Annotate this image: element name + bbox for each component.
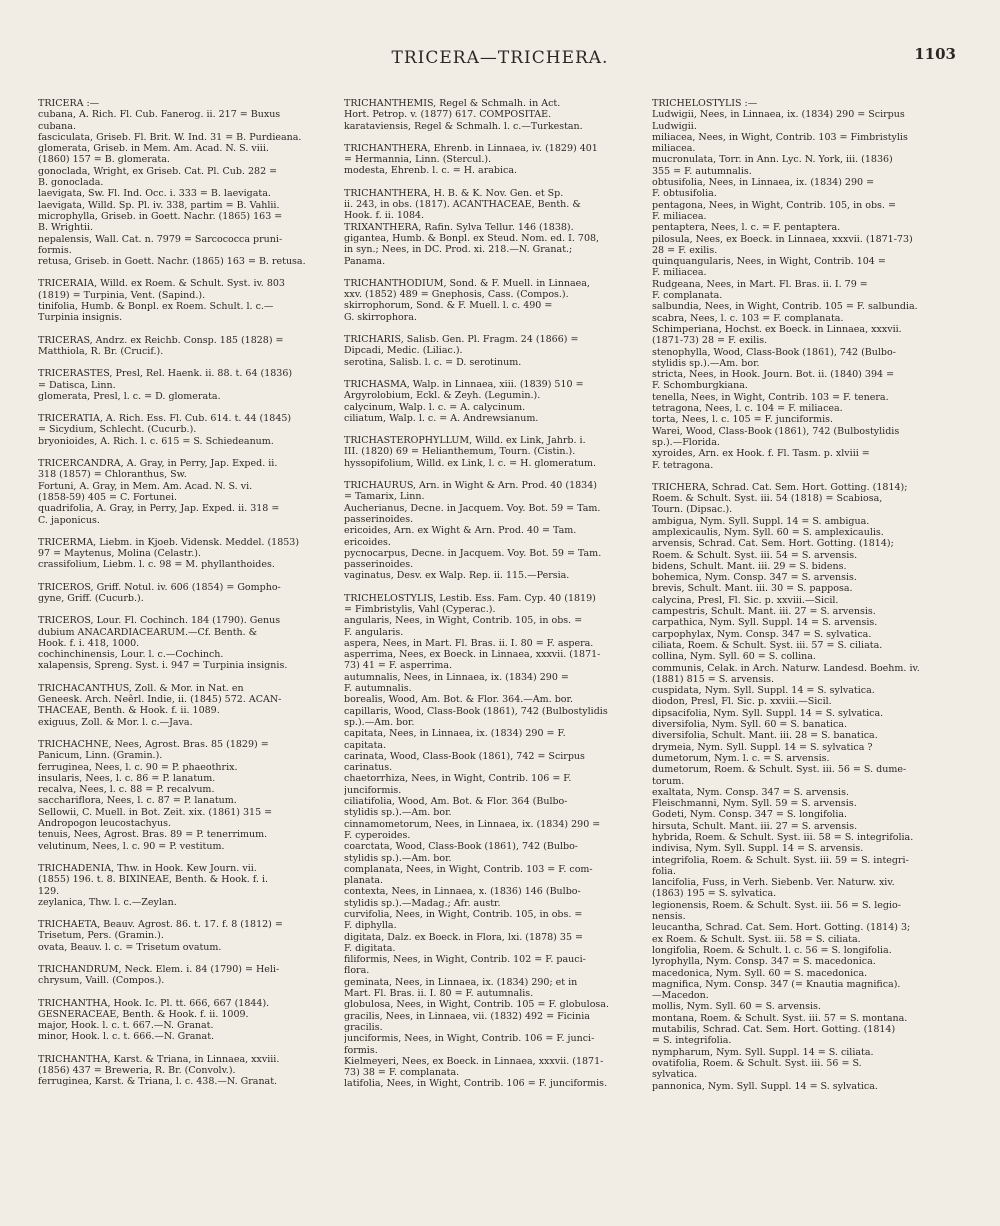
entry-line: TRICERA :—: [38, 98, 100, 109]
entry-line: arvensis, Schrad. Cat. Sem. Hort. Gotting. (1814);: [652, 538, 894, 550]
entry-line: obtusifolia, Nees, in Linnaea, ix. (1834) 290 =: [652, 177, 875, 189]
entry-line: exiguus, Zoll. & Mor. l. c.—Java.: [38, 716, 193, 728]
entry-line: —Macedon.: [652, 990, 709, 1002]
entry-line: (1819) = Turpinia, Vent. (Sapind.).: [38, 289, 206, 301]
entry-line: angularis, Nees, in Wight, Contrib. 105, in obs. =: [344, 615, 583, 627]
entry-line: = Sicydium, Schlecht. (Cucurb.).: [38, 424, 197, 436]
entry-line: capitata, Nees, in Linnaea, ix. (1834) 290 = F.: [344, 728, 566, 740]
entry-line: filiformis, Nees, in Wight, Contrib. 102 = F. pauci-: [344, 954, 586, 966]
entry-line: tenella, Nees, in Wight, Contrib. 103 = F. tenera.: [652, 391, 889, 403]
entry-line: capillaris, Wood, Class-Book (1861), 742 (Bulbostylidis: [344, 705, 608, 717]
entry-line: TRICHANTHERA, Ehrenb. in Linnaea, iv. (1829) 401: [344, 142, 598, 154]
entry-line: collina, Nym. Syll. 60 = S. collina.: [652, 651, 816, 663]
entry-line: passerinoides.: [344, 513, 414, 525]
dictionary-entry: [344, 435, 632, 469]
entry-line: = Datisca, Linn.: [38, 379, 116, 391]
entry-line: TRICHANDRUM, Neck. Elem. i. 84 (1790) = Heli-: [38, 964, 280, 975]
entry-line: flora.: [344, 965, 370, 977]
entry-line: ciliatum, Walp. l. c. = A. Andrewsianum.: [344, 412, 539, 424]
entry-line: dubium ANACARDIACEARUM.—Cf. Benth. &: [38, 626, 258, 638]
entry-line: F. Schomburgkiana.: [652, 380, 748, 392]
entry-line: F. angularis.: [344, 626, 404, 638]
entry-line: TRICEROS, Griff. Notul. iv. 606 (1854) = Gompho-: [38, 581, 281, 593]
entry-line: minor, Hook. l. c. t. 666.—N. Granat.: [38, 1031, 215, 1043]
entry-line: B. Wrightii.: [38, 222, 94, 234]
entry-line: Hook. f. ii. 1084.: [344, 210, 425, 222]
dictionary-entry: [38, 368, 326, 402]
entry-line: F. miliacea.: [652, 210, 707, 222]
entry-line: F. obtusifolia.: [652, 188, 717, 200]
entry-line: TRICERAIA, Willd. ex Roem. & Schult. Syst. iv. 803: [38, 278, 285, 290]
entry-line: TRICHASTEROPHYLLUM, Willd. ex Link, Jahrb. i.: [344, 435, 586, 447]
entry-line: miliacea.: [652, 143, 696, 155]
entry-line: drymeia, Nym. Syll. Suppl. 14 = S. sylvatica ?: [652, 741, 873, 753]
entry-line: montana, Roem. & Schult. Syst. iii. 57 = S. montana.: [652, 1012, 908, 1024]
entry-line: Warei, Wood, Class-Book (1861), 742 (Bulbostylidis: [652, 425, 900, 437]
entry-line: = Fimbristylis, Vahl (Cyperac.).: [344, 603, 496, 615]
entry-line: retusa, Griseb. in Goett. Nachr. (1865) 163 = B. retusa.: [38, 256, 306, 268]
entry-line: tenuis, Nees, Agrost. Bras. 89 = P. tenerrimum.: [38, 829, 268, 841]
entry-line: campestris, Schult. Mant. iii. 27 = S. arvensis.: [652, 606, 876, 618]
entry-line: pilosula, Nees, ex Boeck. in Linnaea, xxxvii. (1871-73): [652, 233, 913, 245]
entry-line: bohemica, Nym. Consp. 347 = S. arvensis.: [652, 572, 857, 584]
entry-line: sacchariflora, Nees, l. c. 87 = P. lanatum.: [38, 795, 237, 807]
entry-line: Roem. & Schult. Syst. iii. 54 (1818) = Scabiosa,: [652, 493, 883, 505]
entry-line: F. autumnalis.: [344, 683, 412, 695]
entry-line: capitata.: [344, 739, 387, 751]
dictionary-entry: [38, 863, 326, 908]
entry-line: TRICHANTHERA, H. B. & K. Nov. Gen. et Sp.: [344, 187, 564, 199]
entry-line: torta, Nees, l. c. 105 = F. junciformis.: [652, 414, 834, 426]
entry-line: complanata, Nees, in Wight, Contrib. 103 = F. com-: [344, 863, 593, 875]
entry-line: sp.).—Am. bor.: [344, 716, 415, 728]
entry-line: stylidis sp.).—Am. bor.: [344, 807, 452, 819]
entry-line: C. japonicus.: [38, 514, 100, 526]
entry-line: cinnamometorum, Nees, in Linnaea, ix. (1834) 290 =: [344, 818, 601, 830]
entry-line: in syn.; Nees, in DC. Prod. xi. 218.—N. Granat.;: [344, 244, 573, 256]
entry-line: modesta, Ehrenb. l. c. = H. arabica.: [344, 165, 518, 177]
entry-line: GESNERACEAE, Benth. & Hook. f. ii. 1009.: [38, 1008, 249, 1020]
dictionary-entry: [38, 537, 326, 571]
entry-line: Mart. Fl. Bras. ii. I. 80 = F. autumnalis.: [344, 988, 534, 1000]
dictionary-entry: [344, 143, 632, 177]
entry-line: stricta, Nees, in Hook. Journ. Bot. ii. (1840) 394 =: [652, 369, 895, 381]
entry-line: brevis, Schult. Mant. iii. 30 = S. papposa.: [652, 583, 853, 595]
entry-line: formis.: [38, 244, 72, 256]
dictionary-entry: [344, 480, 632, 582]
entry-line: indivisa, Nym. Syll. Suppl. 14 = S. arvensis.: [652, 843, 864, 855]
entry-line: sylvatica.: [652, 1069, 698, 1081]
entry-line: cubana, A. Rich. Fl. Cub. Fanerog. ii. 217 = Buxus: [38, 109, 281, 121]
entry-line: (1855) 196. t. 8. BIXINEAE, Benth. & Hook. f. i.: [38, 874, 269, 886]
entry-line: G. skirrophora.: [344, 311, 417, 323]
entry-line: mollis, Nym. Syll. 60 = S. arvensis.: [652, 1001, 821, 1013]
entry-line: salbundia, Nees, in Wight, Contrib. 105 = F. salbundia.: [652, 301, 918, 313]
entry-line: xyroides, Arn. ex Hook. f. Fl. Tasm. p. xlviii =: [652, 448, 870, 460]
entry-line: TRICERATIA, A. Rich. Ess. Fl. Cub. 614. t. 44 (1845): [38, 413, 292, 425]
dictionary-entry: [38, 413, 326, 447]
entry-line: longifolia, Roem. & Schult. l. c. 56 = S. longifolia.: [652, 944, 892, 956]
entry-line: lyrophylla, Nym. Consp. 347 = S. macedonica.: [652, 956, 876, 968]
column-3: [652, 98, 940, 1103]
entry-line: 73) 41 = F. asperrima.: [344, 660, 453, 672]
entry-line: ex Roem. & Schult. Syst. iii. 58 = S. ciliata.: [652, 933, 861, 945]
entry-line: Panicum, Linn. (Gramin.).: [38, 750, 163, 762]
entry-line: curvifolia, Nees, in Wight, Contrib. 105, in obs. =: [344, 909, 583, 920]
entry-line: hyssopifolium, Willd. ex Link, l. c. = H. glomeratum.: [344, 457, 597, 469]
entry-line: (1858-59) 405 = C. Fortunei.: [38, 491, 178, 503]
entry-line: calycina, Presl, Fl. Sic. p. xxviii.—Sicil.: [652, 594, 839, 606]
entry-line: vaginatus, Desv. ex Walp. Rep. ii. 115.—Persia.: [344, 570, 570, 582]
entry-line: gigantea, Humb. & Bonpl. ex Steud. Nom. ed. I. 708,: [344, 232, 600, 244]
entry-line: diodon, Presl, Fl. Sic. p. xxviii.—Sicil.: [652, 696, 832, 708]
entry-line: TRICHADENIA, Thw. in Hook. Kew Journ. vii.: [38, 862, 257, 874]
entry-line: insularis, Nees, l. c. 86 = P. lanatum.: [38, 772, 216, 784]
dictionary-entry: [344, 98, 632, 132]
entry-line: (1860) 157 = B. glomerata.: [38, 154, 170, 166]
entry-line: autumnalis, Nees, in Linnaea, ix. (1834) 290 =: [344, 671, 569, 683]
entry-line: TRICHAURUS, Arn. in Wight & Arn. Prod. 40 (1834): [344, 480, 597, 492]
dictionary-entry: [344, 334, 632, 368]
entry-line: formis.: [344, 1044, 378, 1056]
entry-line: quinquangularis, Nees, in Wight, Contrib. 104 =: [652, 256, 886, 268]
entry-line: exaltata, Nym. Consp. 347 = S. arvensis.: [652, 786, 849, 798]
entry-line: nensis.: [652, 911, 686, 923]
entry-line: torum.: [652, 775, 685, 787]
dictionary-entry: [38, 919, 326, 953]
entry-line: TRICERAS, Andrz. ex Reichb. Consp. 185 (1828) =: [38, 334, 284, 346]
dictionary-entry: [652, 98, 940, 471]
entry-line: Fleischmanni, Nym. Syll. 59 = S. arvensis.: [652, 798, 857, 810]
entry-line: miliacea, Nees, in Wight, Contrib. 103 = Fimbristylis: [652, 131, 908, 143]
entry-line: carpophylax, Nym. Consp. 347 = S. sylvatica.: [652, 628, 872, 640]
entry-line: ciliatifolia, Wood, Am. Bot. & Flor. 364 (Bulbo-: [344, 796, 568, 808]
entry-line: sp.).—Florida.: [652, 436, 720, 448]
entry-line: magnifica, Nym. Consp. 347 (= Knautia magnifica).: [652, 978, 901, 990]
entry-line: Hook. f. i. 418, 1000.: [38, 637, 140, 649]
entry-line: junciformis, Nees, in Wight, Contrib. 106 = F. junci-: [344, 1033, 595, 1045]
entry-line: passerinoides.: [344, 559, 414, 571]
entry-line: F. tetragona.: [652, 459, 714, 471]
entry-line: F. miliacea.: [652, 267, 707, 279]
entry-line: coarctata, Wood, Class-Book (1861), 742 (Bulbo-: [344, 841, 579, 853]
entry-line: Kielmeyeri, Nees, ex Boeck. in Linnaea, xxxvii. (1871-: [344, 1055, 604, 1067]
entry-line: (1856) 437 = Breweria, R. Br. (Convolv.).: [38, 1065, 236, 1077]
entry-line: hirsuta, Schult. Mant. iii. 27 = S. arvensis.: [652, 820, 858, 832]
entry-line: contexta, Nees, in Linnaea, x. (1836) 146 (Bulbo-: [344, 886, 581, 898]
entry-line: mutabilis, Schrad. Cat. Sem. Hort. Gotting. (1814): [652, 1024, 896, 1036]
dictionary-entry: [38, 998, 326, 1043]
entry-line: ferruginea, Nees, l. c. 90 = P. phaeothrix.: [38, 761, 238, 773]
entry-line: mucronulata, Torr. in Ann. Lyc. N. York, iii. (1836): [652, 154, 893, 166]
entry-line: xxv. (1852) 489 = Gnephosis, Cass. (Compos.).: [344, 289, 569, 301]
entry-line: TRICHELOSTYLIS, Lestib. Ess. Fam. Cyp. 40 (1819): [344, 592, 596, 604]
entry-line: TRICHANTHA, Hook. Ic. Pl. tt. 666, 667 (1844).: [38, 997, 270, 1009]
dictionary-entry: [38, 458, 326, 526]
entry-line: amplexicaulis, Nym. Syll. 60 = S. amplexicaulis.: [652, 526, 884, 538]
entry-line: TRICHANTHA, Karst. & Triana, in Linnaea, xxviii.: [38, 1053, 280, 1065]
entry-line: latifolia, Nees, in Wight, Contrib. 106 = F. junciformis.: [344, 1078, 608, 1090]
entry-line: ovatifolia, Roem. & Schult. Syst. iii. 56 = S.: [652, 1057, 862, 1069]
entry-line: laevigata, Sw. Fl. Ind. Occ. i. 333 = B. laevigata.: [38, 188, 271, 200]
dictionary-entry: [38, 683, 326, 728]
entry-line: glomerata, Presl, l. c. = D. glomerata.: [38, 390, 221, 402]
entry-line: macedonica, Nym. Syll. 60 = S. macedonica.: [652, 967, 868, 979]
entry-line: ovata, Beauv. l. c. = Trisetum ovatum.: [38, 941, 222, 953]
entry-line: stylidis sp.).—Am. bor.: [652, 357, 760, 369]
entry-line: Sellowii, C. Muell. in Bot. Zeit. xix. (1861) 315 =: [38, 806, 273, 818]
entry-line: borealis, Wood, Am. Bot. & Flor. 364.—Am. bor.: [344, 694, 574, 706]
entry-line: cuspidata, Nym. Syll. Suppl. 14 = S. sylvatica.: [652, 685, 875, 697]
entry-line: TRICHACANTHUS, Zoll. & Mor. in Nat. en: [38, 682, 244, 694]
entry-line: F. digitata.: [344, 942, 396, 954]
entry-line: major, Hook. l. c. t. 667.—N. Granat.: [38, 1020, 214, 1032]
entry-line: Godeti, Nym. Consp. 347 = S. longifolia.: [652, 809, 848, 821]
dictionary-entry: [652, 482, 940, 1092]
entry-line: tinifolia, Humb. & Bonpl. ex Roem. Schult. l. c.—: [38, 301, 274, 313]
entry-line: ciliata, Roem. & Schult. Syst. iii. 57 = S. ciliata.: [652, 639, 883, 651]
entry-line: = S. integrifolia.: [652, 1035, 732, 1047]
entry-line: ambigua, Nym. Syll. Suppl. 14 = S. ambigua.: [652, 515, 870, 527]
entry-line: TRICHELOSTYLIS :—: [652, 98, 758, 109]
entry-line: TRICHACHNE, Nees, Agrost. Bras. 85 (1829) =: [38, 738, 269, 750]
entry-line: integrifolia, Roem. & Schult. Syst. iii. 59 = S. integri-: [652, 854, 909, 866]
entry-line: pannonica, Nym. Syll. Suppl. 14 = S. sylvatica.: [652, 1080, 878, 1092]
entry-line: pentagona, Nees, in Wight, Contrib. 105, in obs. =: [652, 199, 896, 211]
entry-line: Roem. & Schult. Syst. iii. 54 = S. arvensis.: [652, 549, 858, 561]
entry-line: Panama.: [344, 255, 386, 267]
entry-line: junciformis.: [344, 784, 402, 796]
entry-line: = Hermannia, Linn. (Stercul.).: [344, 154, 492, 166]
entry-line: microphylla, Griseb. in Goett. Nachr. (1865) 163 =: [38, 210, 283, 222]
entry-line: Trisetum, Pers. (Gramin.).: [38, 930, 164, 942]
entry-line: TRICHARIS, Salisb. Gen. Pl. Fragm. 24 (1866) =: [344, 334, 579, 346]
entry-line: TRICERASTES, Presl, Rel. Haenk. ii. 88. t. 64 (1836): [38, 368, 293, 380]
entry-line: stenophylla, Wood, Class-Book (1861), 742 (Bulbo-: [652, 346, 896, 358]
entry-line: Tourn. (Dipsac.).: [652, 504, 733, 516]
entry-line: karataviensis, Regel & Schmalh. l. c.—Turkestan.: [344, 120, 583, 132]
entry-line: serotina, Salisb. l. c. = D. serotinum.: [344, 356, 522, 368]
entry-line: aspera, Nees, in Mart. Fl. Bras. ii. I. 80 = F. aspera.: [344, 637, 594, 649]
entry-line: Argyrolobium, Eckl. & Zeyh. (Legumin.).: [344, 390, 541, 402]
entry-line: Aucherianus, Decne. in Jacquem. Voy. Bot. 59 = Tam.: [344, 502, 601, 514]
entry-line: globulosa, Nees, in Wight, Contrib. 105 = F. globulosa.: [344, 999, 609, 1011]
entry-line: stylidis sp.).—Madag.; Afr. austr.: [344, 897, 501, 909]
dictionary-entry: [38, 1054, 326, 1088]
entry-line: Dipcadi, Medic. (Liliac.).: [344, 345, 463, 357]
entry-line: 73) 38 = F. complanata.: [344, 1067, 460, 1079]
entry-line: ii. 243, in obs. (1817). ACANTHACEAE, Benth. &: [344, 199, 581, 211]
entry-line: pycnocarpus, Decne. in Jacquem. Voy. Bot. 59 = Tam.: [344, 547, 602, 559]
entry-line: geminata, Nees, in Linnaea, ix. (1834) 290; et in: [344, 976, 578, 988]
entry-line: F. complanata.: [652, 290, 723, 302]
entry-line: folia.: [652, 865, 676, 877]
entry-line: nepalensis, Wall. Cat. n. 7979 = Sarcococca pruni-: [38, 233, 283, 245]
entry-line: chaetorrhiza, Nees, in Wight, Contrib. 106 = F.: [344, 773, 572, 785]
entry-line: dipsacifolia, Nym. Syll. Suppl. 14 = S. sylvatica.: [652, 707, 884, 719]
entry-line: ericoides.: [344, 536, 391, 548]
entry-line: asperrima, Nees, ex Boeck. in Linnaea, xxxvii. (1871-: [344, 649, 601, 661]
entry-line: TRIXANTHERA, Rafin. Sylva Tellur. 146 (1838).: [344, 221, 574, 233]
entry-line: Andropogon leucostachyus.: [38, 818, 172, 830]
entry-line: gracilis, Nees, in Linnaea, vii. (1832) 492 = Ficinia: [344, 1010, 590, 1022]
entry-line: THACEAE, Benth. & Hook. f. ii. 1089.: [38, 705, 220, 717]
entry-line: TRICHERA, Schrad. Cat. Sem. Hort. Gotting. (1814);: [652, 481, 908, 493]
dictionary-entry: [344, 379, 632, 424]
entry-line: crassifolium, Liebm. l. c. 98 = M. phyllanthoides.: [38, 559, 275, 571]
dictionary-entry: [344, 278, 632, 323]
entry-line: Schimperiana, Hochst. ex Boeck. in Linnaea, xxxvii.: [652, 323, 902, 335]
entry-line: glomerata, Griseb. in Mem. Am. Acad. N. S. viii.: [38, 143, 269, 155]
entry-line: tetragona, Nees, l. c. 104 = F. miliacea.: [652, 403, 843, 415]
entry-line: planata.: [344, 875, 384, 887]
dictionary-entry: [38, 278, 326, 323]
entry-line: stylidis sp.).—Am. bor.: [344, 852, 452, 864]
entry-line: bidens, Schult. Mant. iii. 29 = S. bidens.: [652, 560, 847, 572]
entry-line: nympharum, Nym. Syll. Suppl. 14 = S. ciliata.: [652, 1046, 874, 1058]
entry-line: lancifolia, Fuss, in Verh. Siebenb. Ver. Naturw. xiv.: [652, 877, 895, 889]
page-number: 1103: [914, 45, 956, 63]
entry-line: digitata, Dalz. ex Boeck. in Flora, lxi. (1878) 35 =: [344, 931, 583, 943]
entry-line: 318 (1857) = Chloranthus, Sw.: [38, 469, 187, 481]
entry-line: TRICEROS, Lour. Fl. Cochinch. 184 (1790). Genus: [38, 615, 281, 627]
entry-line: Turpinia insignis.: [38, 312, 123, 324]
entry-line: gracilis.: [344, 1021, 383, 1033]
entry-line: TRICERMA, Liebm. in Kjoeb. Vidensk. Meddel. (1853): [38, 536, 300, 548]
entry-line: ericoides, Arn. ex Wight & Arn. Prod. 40 = Tam.: [344, 525, 577, 537]
entry-line: pentaptera, Nees, l. c. = F. pentaptera.: [652, 222, 841, 234]
entry-line: laevigata, Willd. Sp. Pl. iv. 338, partim = B. Vahlii.: [38, 199, 280, 211]
entry-line: Rudgeana, Nees, in Mart. Fl. Bras. ii. I. 79 =: [652, 278, 868, 290]
dictionary-entry: [38, 964, 326, 987]
entry-line: dumetorum, Roem. & Schult. Syst. iii. 56 = S. dume-: [652, 764, 907, 776]
entry-line: hybrida, Roem. & Schult. Syst. iii. 58 = S. integrifolia.: [652, 832, 914, 843]
entry-line: zeylanica, Thw. l. c.—Zeylan.: [38, 896, 177, 908]
entry-line: calycinum, Walp. l. c. = A. calycinum.: [344, 401, 526, 413]
entry-line: Geneesk. Arch. Neêrl. Indie, ii. (1845) 572. ACAN-: [38, 694, 282, 706]
entry-line: TRICHANTHEMIS, Regel & Schmalh. in Act.: [344, 98, 561, 109]
entry-line: TRICHAETA, Beauv. Agrost. 86. t. 17. f. 8 (1812) =: [38, 919, 283, 931]
column-1: [38, 98, 326, 1099]
entry-line: (1871-73) 28 = F. exilis.: [652, 335, 768, 347]
dictionary-entry: [38, 615, 326, 671]
column-2: [344, 98, 632, 1101]
entry-line: cochinchinensis, Lour. l. c.—Cochinch.: [38, 649, 224, 661]
entry-line: (1863) 195 = S. sylvatica.: [652, 888, 777, 900]
running-title: TRICERA—TRICHERA.: [391, 48, 609, 68]
entry-line: scabra, Nees, l. c. 103 = F. complanata.: [652, 312, 844, 324]
dictionary-entry: [344, 593, 632, 1090]
entry-line: velutinum, Nees, l. c. 90 = P. vestitum.: [38, 840, 225, 852]
entry-line: communis, Čelak. in Arch. Naturw. Landesd. Boehm. iv.: [652, 662, 920, 674]
entry-line: TRICERCANDRA, A. Gray, in Perry, Jap. Exped. ii.: [38, 458, 278, 470]
entry-line: recalva, Nees, l. c. 88 = P. recalvum.: [38, 784, 215, 796]
entry-line: skirrophorum, Sond. & F. Muell. l. c. 490 =: [344, 300, 553, 312]
entry-line: fasciculata, Griseb. Fl. Brit. W. Ind. 31 = B. Purdieana.: [38, 131, 302, 143]
entry-line: gonoclada, Wright, ex Griseb. Cat. Pl. Cub. 282 =: [38, 165, 278, 177]
entry-line: quadrifolia, A. Gray, in Perry, Jap. Exped. ii. 318 =: [38, 503, 280, 515]
entry-line: TRICHANTHODIUM, Sond. & F. Muell. in Linnaea,: [344, 277, 590, 289]
entry-line: Hort. Petrop. v. (1877) 617. COMPOSITAE.: [344, 109, 552, 121]
entry-line: bryonioides, A. Rich. l. c. 615 = S. Schiedeanum.: [38, 435, 274, 447]
entry-line: Ludwigii.: [652, 120, 697, 132]
entry-line: carinata, Wood, Class-Book (1861), 742 = Scirpus: [344, 750, 585, 762]
entry-line: ferruginea, Karst. & Triana, l. c. 438.—N. Granat.: [38, 1076, 278, 1088]
dictionary-entry: [38, 335, 326, 358]
entry-line: gyne, Griff. (Cucurb.).: [38, 592, 144, 604]
entry-line: TRICHASMA, Walp. in Linnaea, xiii. (1839) 510 =: [344, 378, 584, 390]
entry-line: F. cyperoides.: [344, 829, 411, 841]
entry-line: legionensis, Roem. & Schult. Syst. iii. 56 = S. legio-: [652, 899, 901, 911]
entry-line: leucantha, Schrad. Cat. Sem. Hort. Gotting. (1814) 3;: [652, 922, 911, 934]
entry-line: 28 = F. exilis.: [652, 244, 718, 256]
dictionary-entry: [38, 98, 326, 267]
entry-line: diversifolia, Schult. Mant. iii. 28 = S. banatica.: [652, 730, 878, 742]
entry-line: (1881) 815 = S. arvensis.: [652, 673, 775, 685]
entry-line: Matthiola, R. Br. (Crucif.).: [38, 345, 164, 357]
entry-line: Ludwigii, Nees, in Linnaea, ix. (1834) 290 = Scirpus: [652, 109, 905, 121]
entry-line: B. gonoclada.: [38, 177, 104, 189]
entry-line: 97 = Maytenus, Molina (Celastr.).: [38, 548, 201, 560]
entry-line: cubana.: [38, 120, 76, 132]
entry-line: xalapensis, Spreng. Syst. i. 947 = Turpinia insignis.: [38, 660, 288, 672]
entry-line: carinatus.: [344, 762, 393, 774]
dictionary-entry: [38, 582, 326, 605]
entry-line: Fortuni, A. Gray, in Mem. Am. Acad. N. S. vi.: [38, 480, 253, 492]
entry-line: carpathica, Nym. Syll. Suppl. 14 = S. arvensis.: [652, 617, 878, 629]
dictionary-entry: [38, 739, 326, 852]
entry-line: = Tamarix, Linn.: [344, 491, 425, 503]
entry-line: III. (1820) 69 = Helianthemum, Tourn. (Cistin.).: [344, 446, 576, 458]
entry-line: diversifolia, Nym. Syll. 60 = S. banatica.: [652, 719, 847, 731]
entry-line: 129.: [38, 885, 60, 897]
dictionary-entry: [344, 188, 632, 267]
entry-line: 355 = F. autumnalis.: [652, 165, 752, 177]
entry-line: chrysum, Vaill. (Compos.).: [38, 975, 165, 987]
entry-line: dumetorum, Nym. l. c. = S. arvensis.: [652, 752, 830, 764]
entry-line: F. diphylla.: [344, 920, 397, 932]
